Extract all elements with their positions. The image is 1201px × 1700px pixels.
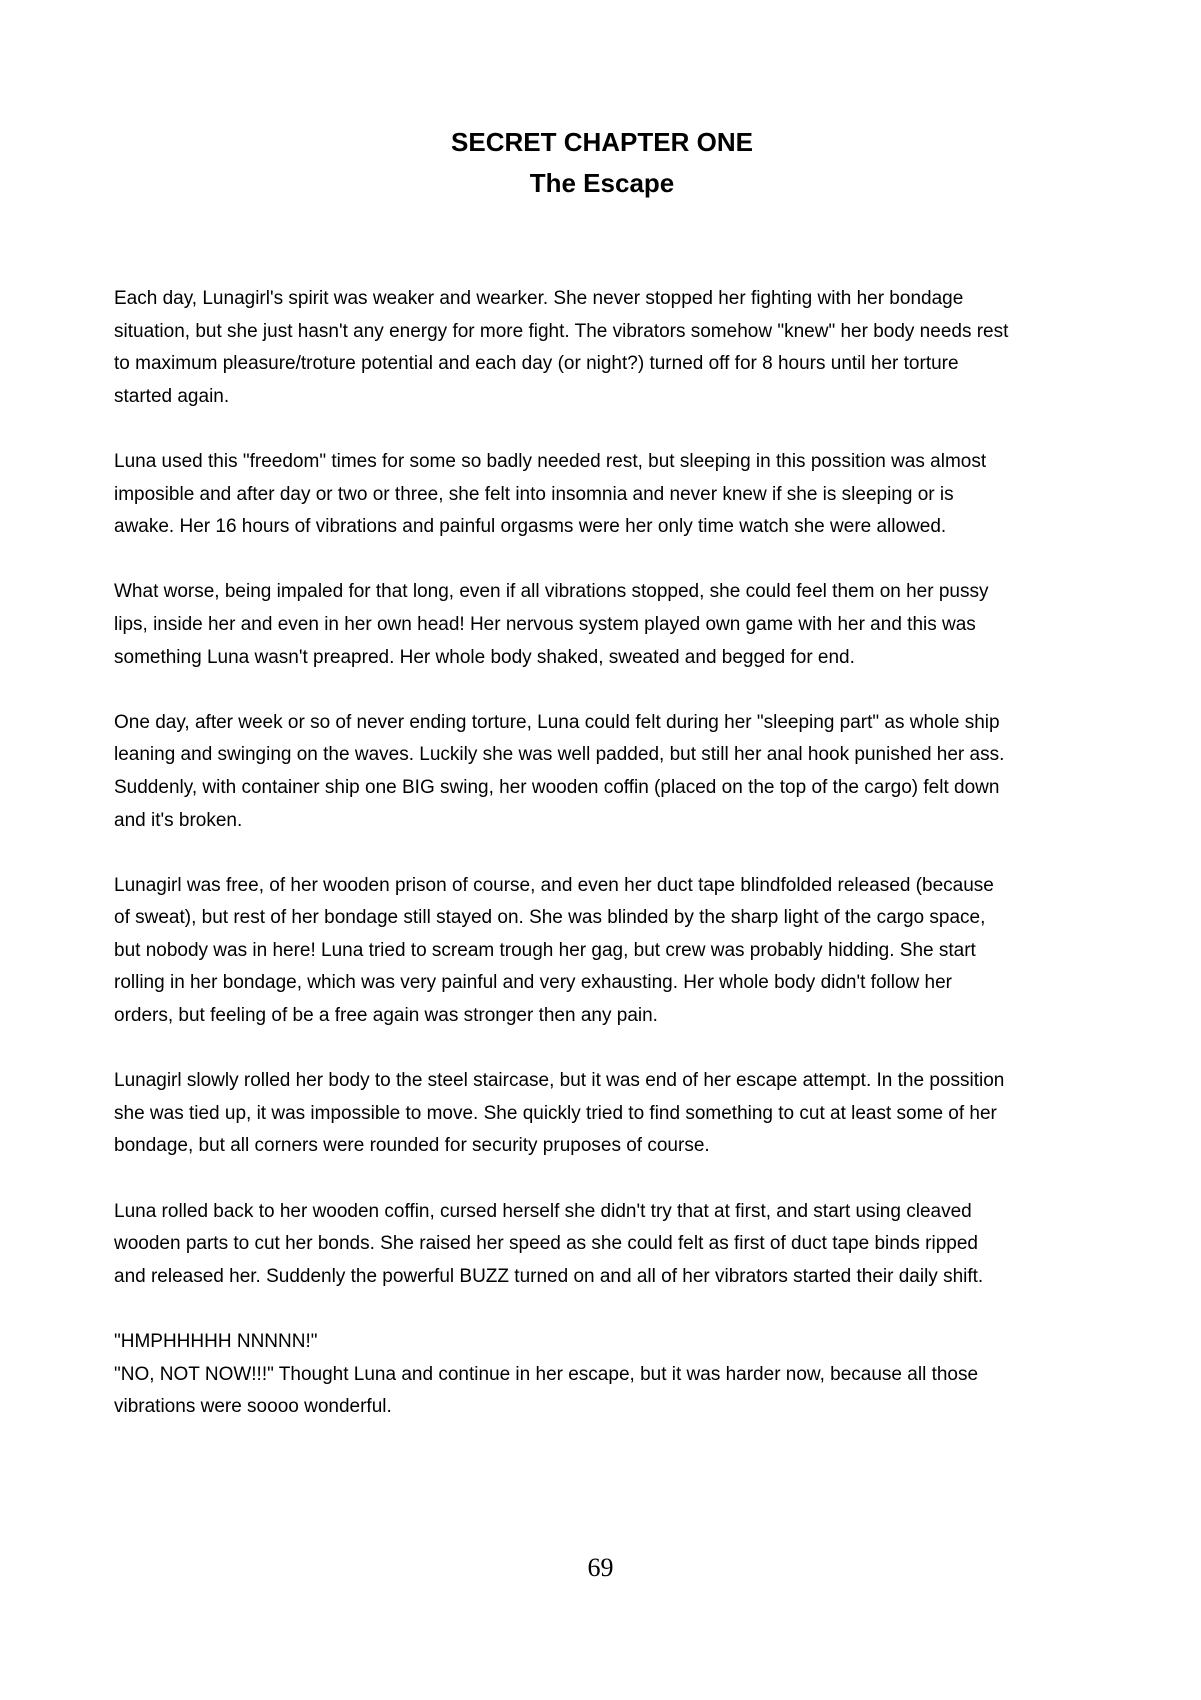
paragraph <box>114 1326 1154 1424</box>
chapter-title: SECRET CHAPTER ONE <box>451 127 753 157</box>
text-line: Lunagirl slowly rolled her body to the steel staircase, but it was end of her escape attempt. In the possition <box>114 1070 1005 1092</box>
text-line: she was tied up, it was impossible to move. She quickly tried to find something to cut at least some of her <box>114 1102 997 1124</box>
text-line: rolling in her bondage, which was very painful and very exhausting. Her whole body didn't follow her <box>114 972 952 994</box>
text-line: of sweat), but rest of her bondage still stayed on. She was blinded by the sharp light of the cargo space, <box>114 907 986 929</box>
text-line: wooden parts to cut her bonds. She raised her speed as she could felt as first of duct tape binds ripped <box>114 1233 978 1255</box>
chapter-heading <box>114 122 1090 204</box>
text-line: situation, but she just hasn't any energy for more fight. The vibrators somehow "knew" her body needs rest <box>114 320 1009 342</box>
text-line: imposible and after day or two or three, she felt into insomnia and never knew if she is sleeping or is <box>114 483 954 505</box>
text-line: Lunagirl was free, of her wooden prison of course, and even her duct tape blindfolded released (because <box>114 874 994 896</box>
text-line: Luna rolled back to her wooden coffin, cursed herself she didn't try that at first, and start using cleaved <box>114 1200 972 1222</box>
text-line: Luna used this "freedom" times for some so badly needed rest, but sleeping in this possition was almost <box>114 450 987 472</box>
paragraph <box>114 576 1154 674</box>
text-line: and released her. Suddenly the powerful BUZZ turned on and all of her vibrators started their daily shift. <box>114 1265 984 1287</box>
paragraph <box>114 283 1154 413</box>
paragraph <box>114 707 1154 837</box>
text-line: awake. Her 16 hours of vibrations and painful orgasms were her only time watch she were allowed. <box>114 516 947 538</box>
text-line: Each day, Lunagirl's spirit was weaker and wearker. She never stopped her fighting with her bondage <box>114 288 964 309</box>
page-number: 69 <box>587 1553 614 1582</box>
text-line: vibrations were soooo wonderful. <box>114 1396 392 1418</box>
text-line: something Luna wasn't preapred. Her whole body shaked, sweated and begged for end. <box>114 646 855 668</box>
paragraph <box>114 870 1154 1033</box>
text-line: but nobody was in here! Luna tried to scream trough her gag, but crew was probably hidding. She start <box>114 939 976 961</box>
text-line: One day, after week or so of never ending torture, Luna could felt during her "sleeping part" as whole ship <box>114 711 1000 733</box>
text-line: Suddenly, with container ship one BIG swing, her wooden coffin (placed on the top of the cargo) felt down <box>114 776 1000 798</box>
text-line: leaning and swinging on the waves. Luckily she was well padded, but still her anal hook punished her ass. <box>114 744 1005 766</box>
text-line: What worse, being impaled for that long, even if all vibrations stopped, she could feel them on her pussy <box>114 581 989 603</box>
chapter-subtitle: The Escape <box>529 168 675 198</box>
text-line: and it's broken. <box>114 809 243 831</box>
paragraph <box>114 1065 1154 1163</box>
text-line: started again. <box>114 385 230 407</box>
text-line: "HMPHHHHH NNNNN!" <box>114 1331 318 1352</box>
text-line: orders, but feeling of be a free again was stronger then any pain. <box>114 1005 658 1027</box>
paragraph <box>114 446 1154 544</box>
text-line: lips, inside her and even in her own head! Her nervous system played own game with her and this was <box>114 613 976 635</box>
text-line: "NO, NOT NOW!!!" Thought Luna and continue in her escape, but it was harder now, because all those <box>114 1363 979 1385</box>
body-text <box>114 283 1154 1456</box>
paragraph <box>114 1196 1154 1294</box>
text-line: to maximum pleasure/troture potential and each day (or night?) turned off for 8 hours until her torture <box>114 353 959 375</box>
text-line: bondage, but all corners were rounded for security pruposes of course. <box>114 1135 710 1157</box>
